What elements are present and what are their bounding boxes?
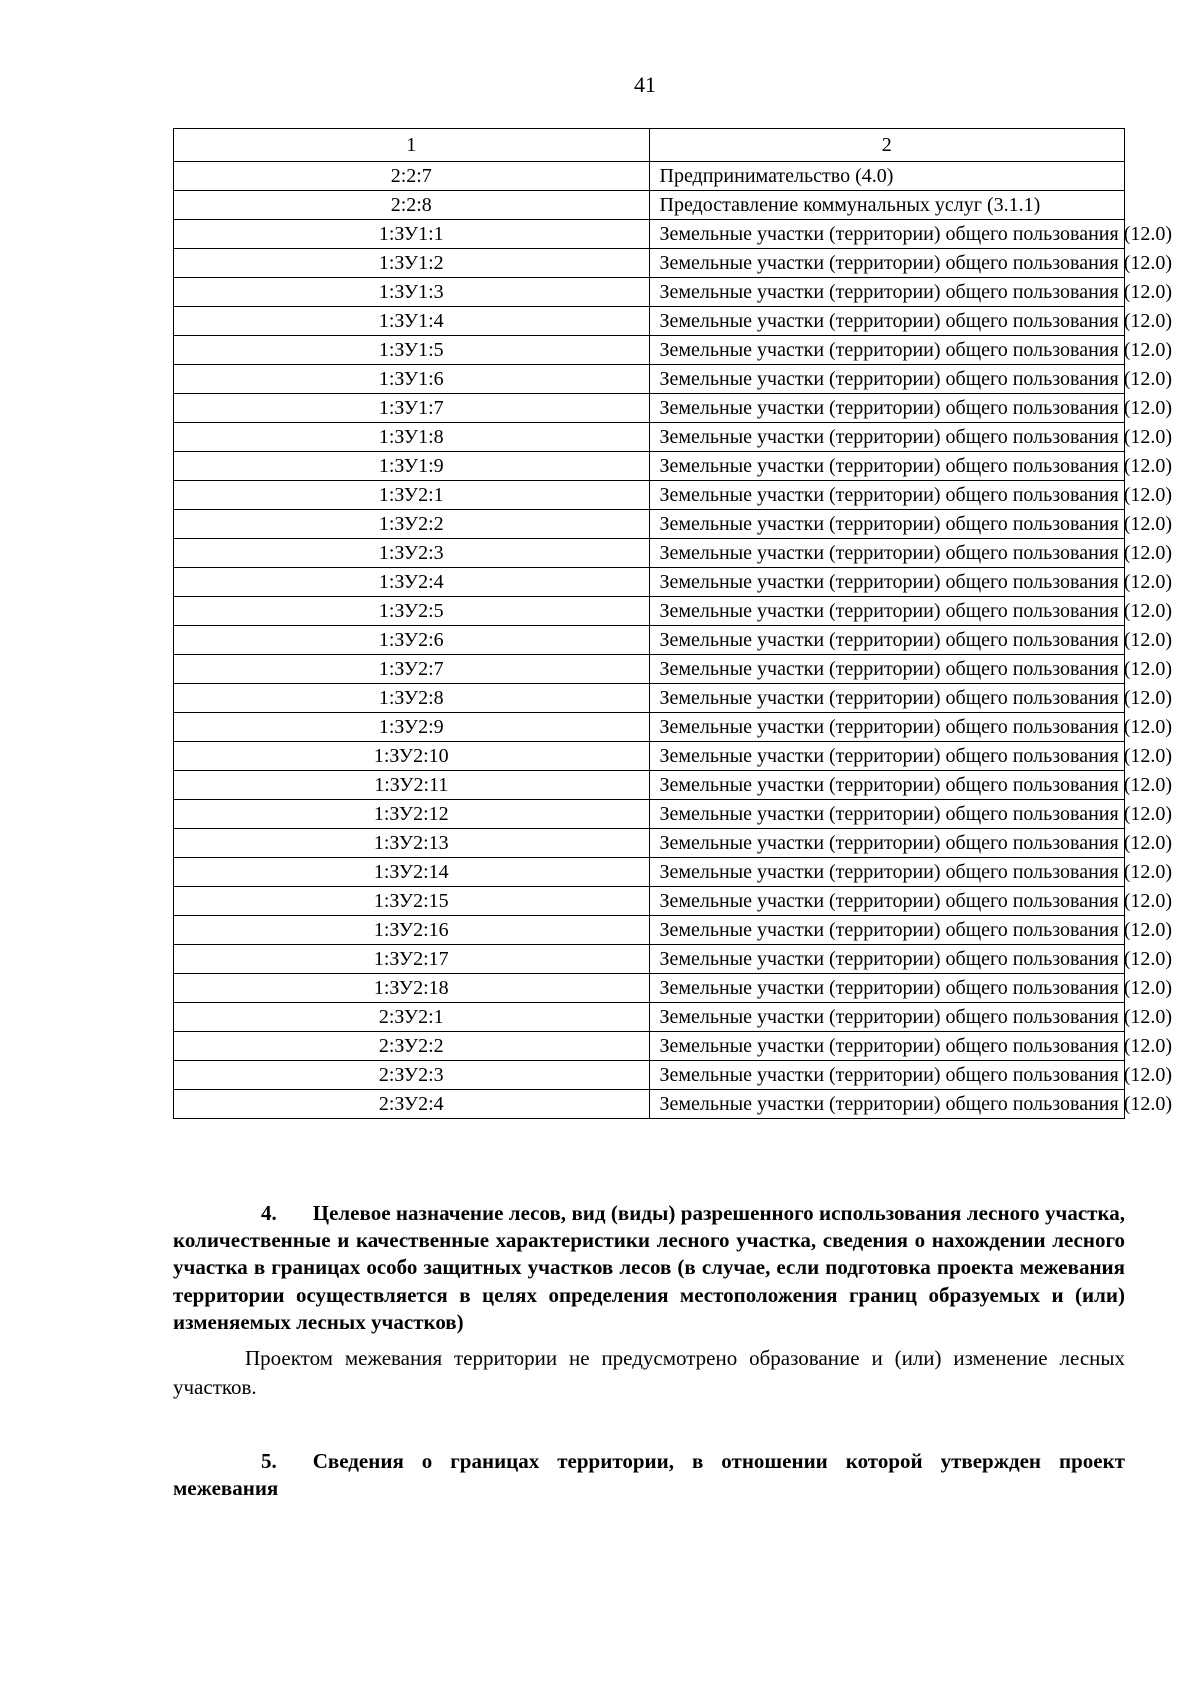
row-use-cell: Земельные участки (территории) общего пользования (12.0) xyxy=(649,568,1125,597)
row-code-cell: 1:ЗУ2:18 xyxy=(174,974,650,1003)
row-use-cell: Предпринимательство (4.0) xyxy=(649,162,1125,191)
row-use-cell: Земельные участки (территории) общего пользования (12.0) xyxy=(649,539,1125,568)
row-code-cell: 2:ЗУ2:4 xyxy=(174,1090,650,1119)
row-use-cell: Земельные участки (территории) общего пользования (12.0) xyxy=(649,742,1125,771)
row-code-cell: 1:ЗУ2:5 xyxy=(174,597,650,626)
table-row xyxy=(174,568,1125,597)
table-row xyxy=(174,974,1125,1003)
table-row xyxy=(174,1003,1125,1032)
table-row xyxy=(174,713,1125,742)
row-use-cell: Земельные участки (территории) общего пользования (12.0) xyxy=(649,771,1125,800)
table-row xyxy=(174,858,1125,887)
section-5-heading xyxy=(173,1448,1125,1502)
row-use-cell: Земельные участки (территории) общего пользования (12.0) xyxy=(649,626,1125,655)
row-use-cell: Земельные участки (территории) общего пользования (12.0) xyxy=(649,481,1125,510)
row-code-cell: 1:ЗУ1:9 xyxy=(174,452,650,481)
row-use-cell: Земельные участки (территории) общего пользования (12.0) xyxy=(649,684,1125,713)
table-header-col-2: 2 xyxy=(649,129,1125,162)
table-row xyxy=(174,655,1125,684)
row-code-cell: 1:ЗУ2:11 xyxy=(174,771,650,800)
row-use-cell: Земельные участки (территории) общего пользования (12.0) xyxy=(649,1032,1125,1061)
table-body xyxy=(174,162,1173,1119)
table-row xyxy=(174,162,1125,191)
row-use-cell: Земельные участки (территории) общего пользования (12.0) xyxy=(649,452,1125,481)
row-use-cell: Земельные участки (территории) общего пользования (12.0) xyxy=(649,713,1125,742)
row-code-cell: 1:ЗУ1:5 xyxy=(174,336,650,365)
table-row xyxy=(174,510,1125,539)
row-code-cell: 1:ЗУ2:2 xyxy=(174,510,650,539)
row-code-cell: 1:ЗУ2:13 xyxy=(174,829,650,858)
row-use-cell: Предоставление коммунальных услуг (3.1.1) xyxy=(649,191,1125,220)
table-row xyxy=(174,771,1125,800)
row-code-cell: 1:ЗУ1:3 xyxy=(174,278,650,307)
row-code-cell: 1:ЗУ2:9 xyxy=(174,713,650,742)
row-use-cell: Земельные участки (территории) общего пользования (12.0) xyxy=(649,336,1125,365)
row-code-cell: 1:ЗУ1:7 xyxy=(174,394,650,423)
row-use-cell: Земельные участки (территории) общего пользования (12.0) xyxy=(649,945,1125,974)
row-use-cell: Земельные участки (территории) общего пользования (12.0) xyxy=(649,423,1125,452)
table-row xyxy=(174,191,1125,220)
section-4 xyxy=(173,1200,1125,1402)
row-use-cell: Земельные участки (территории) общего пользования (12.0) xyxy=(649,916,1125,945)
table-row xyxy=(174,1061,1125,1090)
row-code-cell: 1:ЗУ2:10 xyxy=(174,742,650,771)
table-row xyxy=(174,481,1125,510)
row-use-cell: Земельные участки (территории) общего пользования (12.0) xyxy=(649,829,1125,858)
table-row xyxy=(174,829,1125,858)
row-code-cell: 1:ЗУ2:16 xyxy=(174,916,650,945)
page-number: 41 xyxy=(634,72,656,97)
row-use-cell: Земельные участки (территории) общего пользования (12.0) xyxy=(649,887,1125,916)
row-code-cell: 1:ЗУ2:15 xyxy=(174,887,650,916)
row-use-cell: Земельные участки (территории) общего пользования (12.0) xyxy=(649,800,1125,829)
table-row xyxy=(174,597,1125,626)
table-row xyxy=(174,887,1125,916)
row-code-cell: 1:ЗУ2:14 xyxy=(174,858,650,887)
table-row xyxy=(174,249,1125,278)
section-5-heading-text: Сведения о границах территории, в отношении которой утвержден проект межевания xyxy=(173,1449,1125,1501)
row-code-cell: 2:2:7 xyxy=(174,162,650,191)
row-use-cell: Земельные участки (территории) общего пользования (12.0) xyxy=(649,858,1125,887)
row-use-cell: Земельные участки (территории) общего пользования (12.0) xyxy=(649,365,1125,394)
table-row xyxy=(174,1090,1125,1119)
land-use-table xyxy=(173,128,1173,1119)
table-row xyxy=(174,336,1125,365)
table-row xyxy=(174,452,1125,481)
table-row xyxy=(174,365,1125,394)
row-code-cell: 1:ЗУ2:12 xyxy=(174,800,650,829)
row-use-cell: Земельные участки (территории) общего пользования (12.0) xyxy=(649,655,1125,684)
table-row xyxy=(174,539,1125,568)
table-header-row xyxy=(174,129,1125,162)
row-use-cell: Земельные участки (территории) общего пользования (12.0) xyxy=(649,278,1125,307)
row-code-cell: 1:ЗУ1:2 xyxy=(174,249,650,278)
table-header-col-1: 1 xyxy=(174,129,650,162)
table-row xyxy=(174,307,1125,336)
row-code-cell: 1:ЗУ1:1 xyxy=(174,220,650,249)
section-4-heading xyxy=(173,1200,1125,1336)
table-row xyxy=(174,684,1125,713)
table-row xyxy=(174,742,1125,771)
section-5-number: 5. xyxy=(261,1449,277,1473)
row-use-cell: Земельные участки (территории) общего пользования (12.0) xyxy=(649,974,1125,1003)
table-row xyxy=(174,800,1125,829)
table-row xyxy=(174,220,1125,249)
row-use-cell: Земельные участки (территории) общего пользования (12.0) xyxy=(649,510,1125,539)
table-row xyxy=(174,394,1125,423)
row-code-cell: 2:ЗУ2:1 xyxy=(174,1003,650,1032)
row-use-cell: Земельные участки (территории) общего пользования (12.0) xyxy=(649,1061,1125,1090)
section-4-paragraph: Проектом межевания территории не предусмотрено образование и (или) изменение лесных участков. xyxy=(173,1346,1125,1400)
row-code-cell: 1:ЗУ1:4 xyxy=(174,307,650,336)
row-code-cell: 1:ЗУ2:4 xyxy=(174,568,650,597)
row-code-cell: 2:ЗУ2:3 xyxy=(174,1061,650,1090)
table-row xyxy=(174,945,1125,974)
row-code-cell: 1:ЗУ2:3 xyxy=(174,539,650,568)
row-code-cell: 1:ЗУ1:6 xyxy=(174,365,650,394)
table-row xyxy=(174,1032,1125,1061)
row-code-cell: 1:ЗУ2:1 xyxy=(174,481,650,510)
section-4-number: 4. xyxy=(261,1201,277,1225)
row-use-cell: Земельные участки (территории) общего пользования (12.0) xyxy=(649,249,1125,278)
row-use-cell: Земельные участки (территории) общего пользования (12.0) xyxy=(649,394,1125,423)
row-code-cell: 1:ЗУ1:8 xyxy=(174,423,650,452)
section-4-heading-text: Целевое назначение лесов, вид (виды) разрешенного использования лесного участка, количественные и качественные характеристики лесного участка, сведения о нахождении лесного участка в границах особо защитных участков лесов (в случае, если подготовка проекта межевания территории осуществляется в целях определения местоположения границ образуемых и (или) изменяемых лесных участков) xyxy=(173,1201,1125,1334)
row-use-cell: Земельные участки (территории) общего пользования (12.0) xyxy=(649,307,1125,336)
row-use-cell: Земельные участки (территории) общего пользования (12.0) xyxy=(649,220,1125,249)
table-row xyxy=(174,423,1125,452)
row-use-cell: Земельные участки (территории) общего пользования (12.0) xyxy=(649,597,1125,626)
row-code-cell: 1:ЗУ2:17 xyxy=(174,945,650,974)
row-code-cell: 2:ЗУ2:2 xyxy=(174,1032,650,1061)
row-code-cell: 1:ЗУ2:7 xyxy=(174,655,650,684)
section-5 xyxy=(173,1448,1125,1502)
table-row xyxy=(174,278,1125,307)
row-use-cell: Земельные участки (территории) общего пользования (12.0) xyxy=(649,1003,1125,1032)
table-row xyxy=(174,916,1125,945)
row-code-cell: 2:2:8 xyxy=(174,191,650,220)
row-code-cell: 1:ЗУ2:6 xyxy=(174,626,650,655)
row-code-cell: 1:ЗУ2:8 xyxy=(174,684,650,713)
table-row xyxy=(174,626,1125,655)
row-use-cell: Земельные участки (территории) общего пользования (12.0) xyxy=(649,1090,1125,1119)
